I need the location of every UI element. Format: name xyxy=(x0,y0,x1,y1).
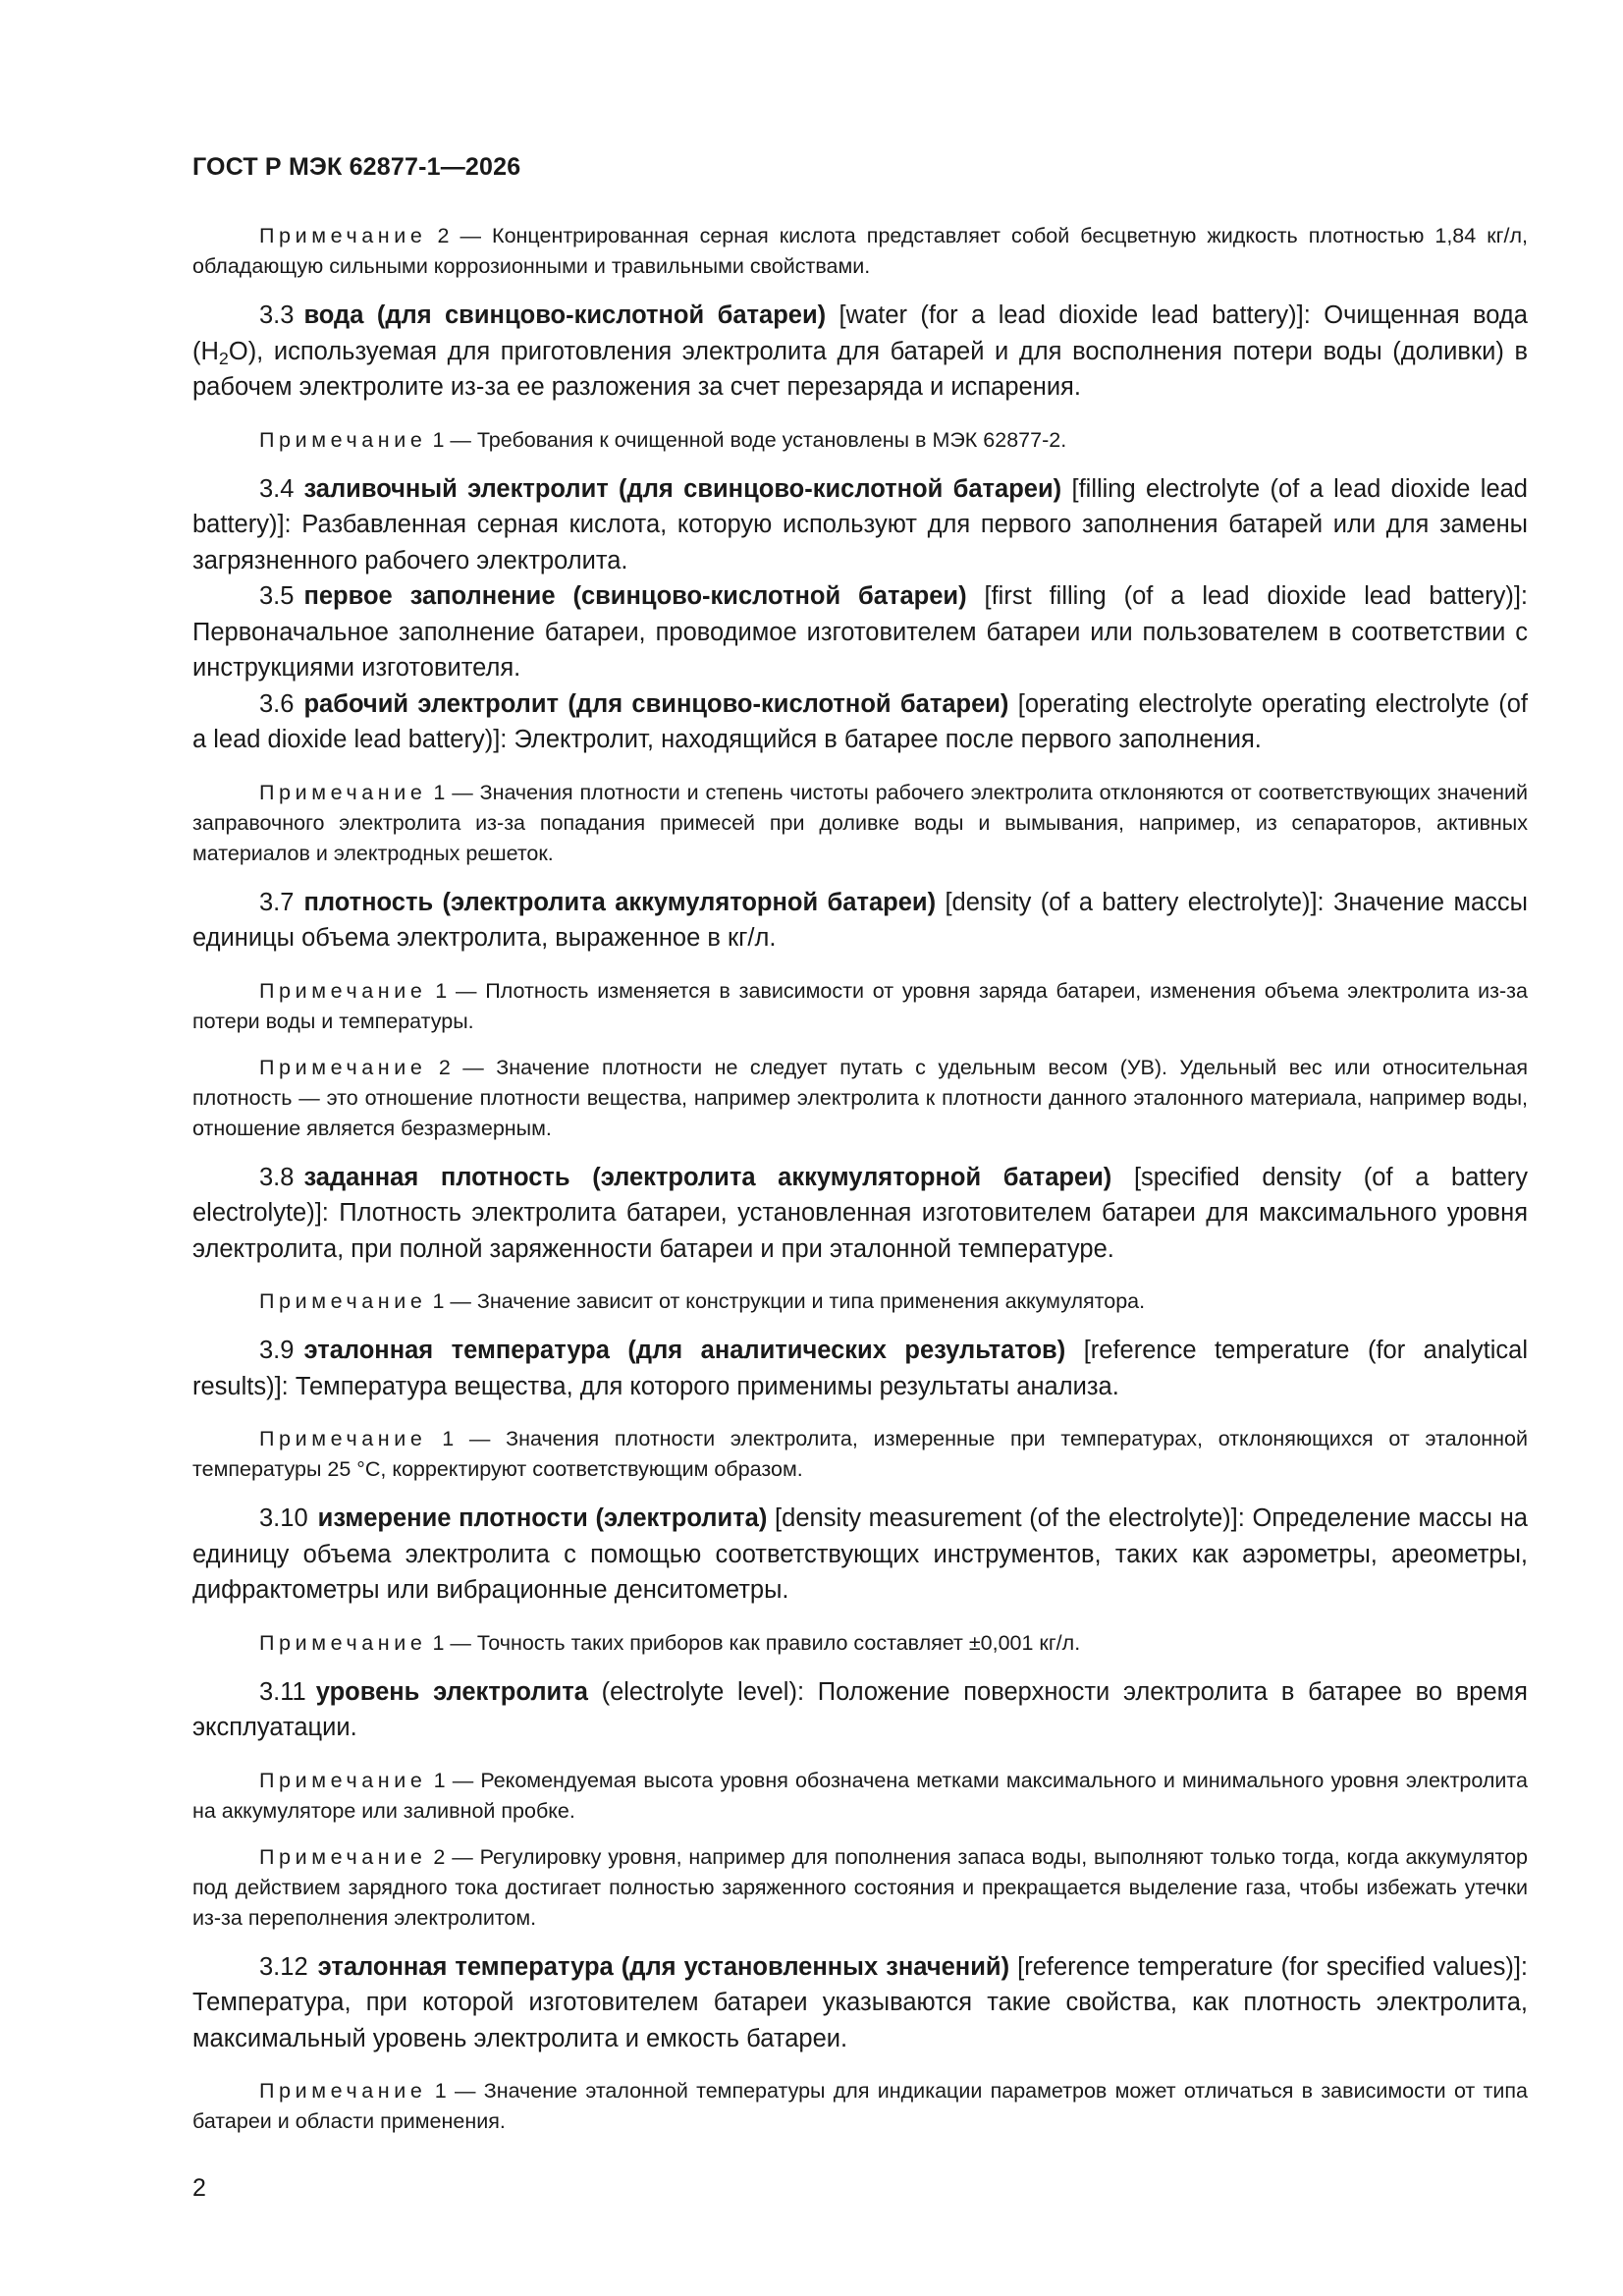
term-definition xyxy=(192,885,1528,957)
note xyxy=(192,778,1528,869)
note-number: 2 xyxy=(438,1055,451,1079)
term-number: 3.6 xyxy=(259,689,295,718)
term-name: эталонная температура (для аналитических результатов) xyxy=(303,1337,1066,1364)
note-label: Примечание xyxy=(259,1768,427,1792)
term-number: 3.12 xyxy=(259,1952,308,1981)
note-label: Примечание xyxy=(259,1844,427,1869)
term-text: [water (for a lead dioxide lead battery)]: Очищенная вода (H xyxy=(192,301,1528,365)
note-label: Примечание xyxy=(259,427,427,452)
term-number: 3.3 xyxy=(259,301,295,329)
term-name: первое заполнение (свинцово-кислотной батареи) xyxy=(303,582,967,610)
term-definition xyxy=(192,1674,1528,1746)
term-text: [operating electrolyte operating electrolyte (of a lead dioxide lead battery)]: Электролит, находящийся в батарее после первого заполнения. xyxy=(192,689,1528,753)
note-label: Примечание xyxy=(259,1055,427,1079)
note xyxy=(192,976,1528,1037)
note-text: — Значение зависит от конструкции и типа применения аккумулятора. xyxy=(444,1289,1146,1313)
term-number: 3.10 xyxy=(259,1504,308,1532)
note-label: Примечание xyxy=(259,2079,427,2103)
note-number: 1 xyxy=(434,2079,447,2103)
page-number: 2 xyxy=(192,2174,206,2202)
term-definition xyxy=(192,1160,1528,1268)
note xyxy=(192,1053,1528,1144)
note-text: — Значение плотности не следует путать с удельным весом (УВ). Удельный вес или относительная плотность — это отношение плотности вещества, например электролита к плотности данного эталонного материала, например воды, отношение является безразмерным. xyxy=(192,1055,1528,1140)
term-definition xyxy=(192,1949,1528,2057)
note-text: — Требования к очищенной воде установлены в МЭК 62877-2. xyxy=(444,427,1067,452)
subscript: 2 xyxy=(218,348,229,368)
term-name: вода (для свинцово-кислотной батареи) xyxy=(303,301,827,329)
term-name: заданная плотность (электролита аккумуляторной батареи) xyxy=(303,1163,1112,1191)
term-text: [specified density (of a battery electrolyte)]: Плотность электролита батареи, установленная изготовителем батареи для максимального уровня электролита, при полной заряженности батареи и при эталонной температуре. xyxy=(192,1163,1529,1263)
term-text: [density measurement (of the electrolyte)]: Определение массы на единицу объема электролита с помощью соответствующих инструментов, таких как аэрометры, ареометры, дифрактометры или вибрационные денситометры. xyxy=(192,1504,1528,1604)
term-number: 3.4 xyxy=(259,474,295,503)
note-number: 1 xyxy=(432,427,445,452)
note-number: 2 xyxy=(437,224,450,247)
note xyxy=(192,1286,1528,1317)
document-body xyxy=(192,221,1528,2153)
term-number: 3.8 xyxy=(259,1163,295,1191)
note-number: 1 xyxy=(433,780,446,804)
note xyxy=(192,1628,1528,1659)
note xyxy=(192,1766,1528,1827)
term-definition xyxy=(192,686,1528,758)
note xyxy=(192,2076,1528,2137)
note-label: Примечание xyxy=(259,224,427,247)
note xyxy=(192,425,1528,456)
note-text: — Значения плотности и степень чистоты рабочего электролита отклоняются от соответствующих значений заправочного электролита из-за попадания примесей при доливке воды и вымывания, например, из сепараторов, активных материалов и электродных решеток. xyxy=(192,780,1528,865)
note-text: — Плотность изменяется в зависимости от уровня заряда батареи, изменения объема электролита из-за потери воды и температуры. xyxy=(192,978,1528,1033)
term-text: [density (of a battery electrolyte)]: Значение массы единицы объема электролита, выраженное в кг/л. xyxy=(192,888,1528,952)
term-number: 3.9 xyxy=(259,1337,295,1364)
note-label: Примечание xyxy=(259,780,427,804)
term-definition xyxy=(192,578,1528,686)
term-name: измерение плотности (электролита) xyxy=(317,1504,768,1532)
page-header-standard-id: ГОСТ Р МЭК 62877-1—2026 xyxy=(192,153,521,181)
note-text: — Рекомендуемая высота уровня обозначена метками максимального и минимального уровня электролита на аккумуляторе или заливной пробке. xyxy=(192,1768,1528,1823)
note-text: — Концентрированная серная кислота представляет собой бесцветную жидкость плотностью 1,84 кг/л, обладающую сильными коррозионными и травильными свойствами. xyxy=(192,224,1528,278)
note-text: — Регулировку уровня, например для пополнения запаса воды, выполняют только тогда, когда аккумулятор под действием зарядного тока достигает полностью заряженного состояния и прекращается выделение газа, чтобы избежать утечки из-за переполнения электролитом. xyxy=(192,1844,1529,1930)
term-name: заливочный электролит (для свинцово-кислотной батареи) xyxy=(303,474,1062,503)
term-number: 3.11 xyxy=(259,1677,306,1706)
note-label: Примечание xyxy=(259,1630,427,1655)
term-text-continued: O), используемая для приготовления электролита для батарей и для восполнения потери воды (доливки) в рабочем электролите из-за ее разложения за счет перезаряда и испарения. xyxy=(192,337,1528,401)
note-label: Примечание xyxy=(259,1289,427,1313)
note xyxy=(192,1842,1528,1934)
note-text: — Значения плотности электролита, измеренные при температурах, отклоняющихся от эталонной температуры 25 °C, корректируют соответствующим образом. xyxy=(192,1427,1528,1481)
term-name: эталонная температура (для установленных значений) xyxy=(317,1952,1010,1981)
note-number: 1 xyxy=(432,1630,445,1655)
note-number: 1 xyxy=(432,1289,445,1313)
note-number: 1 xyxy=(433,1768,446,1792)
term-text: [reference temperature (for analytical results)]: Температура вещества, для которого применимы результаты анализа. xyxy=(192,1337,1528,1400)
term-definition xyxy=(192,471,1528,579)
term-definition xyxy=(192,298,1528,406)
term-definition xyxy=(192,1333,1528,1404)
note-number: 1 xyxy=(442,1427,455,1450)
note xyxy=(192,1424,1528,1485)
term-text: [first filling (of a lead dioxide lead battery)]: Первоначальное заполнение батареи, проводимое изготовителем батареи или пользователем в соответствии с инструкциями изготовителя. xyxy=(192,582,1528,682)
term-name: плотность (электролита аккумуляторной батареи) xyxy=(303,888,937,916)
note-label: Примечание xyxy=(259,978,427,1003)
note-label: Примечание xyxy=(259,1427,427,1450)
note-number: 1 xyxy=(435,978,448,1003)
term-name: рабочий электролит (для свинцово-кислотной батареи) xyxy=(303,689,1009,718)
term-text: (electrolyte level): Положение поверхности электролита в батарее во время эксплуатации. xyxy=(192,1677,1528,1741)
term-definition xyxy=(192,1501,1528,1609)
term-name: уровень электролита xyxy=(315,1677,588,1706)
note xyxy=(192,221,1528,282)
term-text: [filling electrolyte (of a lead dioxide lead battery)]: Разбавленная серная кислота, которую используют для первого заполнения батарей или для замены загрязненного рабочего электролита. xyxy=(192,474,1528,574)
note-number: 2 xyxy=(433,1844,446,1869)
term-text: [reference temperature (for specified values)]: Температура, при которой изготовителем батареи указываются такие свойства, как плотность электролита, максимальный уровень электролита и емкость батареи. xyxy=(192,1952,1528,2052)
term-number: 3.5 xyxy=(259,582,295,610)
note-text: — Точность таких приборов как правило составляет ±0,001 кг/л. xyxy=(444,1630,1081,1655)
term-number: 3.7 xyxy=(259,888,295,916)
note-text: — Значение эталонной температуры для индикации параметров может отличаться в зависимости от типа батареи и области применения. xyxy=(192,2079,1528,2133)
